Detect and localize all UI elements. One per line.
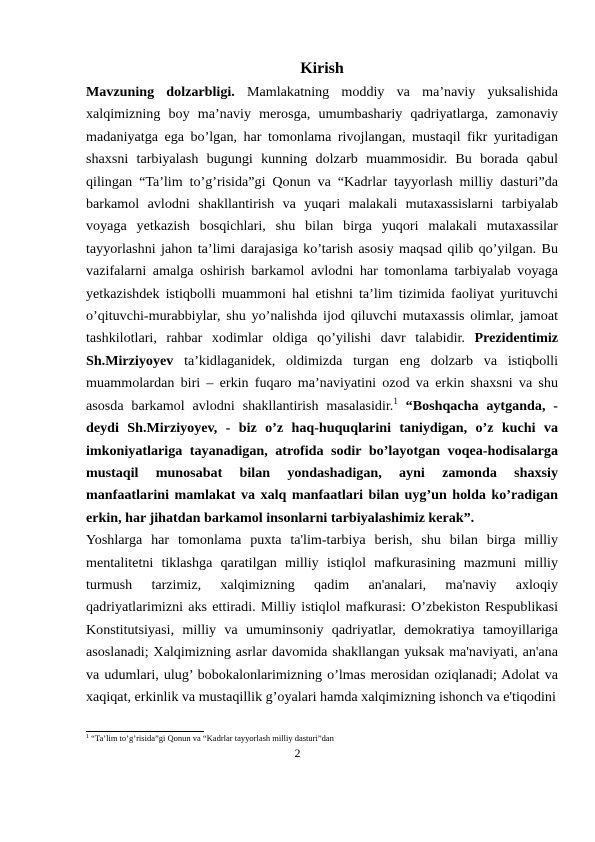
president-quote: “Boshqacha aytganda, - deydi Sh.Mirziyoyev, - biz o’z haq-huquqlarini taniydigan, o’z kuchi va imkoniyatlariga tayanadigan, atrofida sodir bo’layotgan voqea-hodisalarga mustaqil munosabat bilan yondashadigan, ayni zamonda shaxsiy manfaatlarini mamlakat va xalq manfaatlari bilan uyg’un holda ko’radigan erkin, har jihatdan barkamol insonlarni tarbiyalashimiz kerak”. [86, 397, 558, 526]
paragraph-intro [86, 81, 558, 529]
page-number: 2 [294, 746, 301, 760]
intro-text: Mamlakatning moddiy va ma’naviy yuksalishida xalqimizning boy ma’naviy merosga, umumbashariy qadriyatlarga, zamonaviy madaniyatga ega bo’lgan, har tomonlama rivojlangan, mustaqil fikr yuritadigan shaxsni tarbiyalash bugungi kunning dolzarb muammosidir. Bu borada qabul qilingan “Ta’lim to’g’risida”gi Qonun va “Kadrlar tayyorlash milliy dasturi”da barkamol avlodni shakllantirish va yuqari malakali mutaxassislarni tarbiyalab voyaga yetkazish bosqichlari, shu bilan birga yuqori malakali mutaxassilar tayyorlashni jahon ta’limi darajasiga ko’tarish asosiy maqsad qilib qo’yilgan. Bu vazifalarni amalga oshirish barkamol avlodni har tomonlama tarbiyalab voyaga yetkazishdek istiqbolli muammoni hal etishni ta’lim tizimida faoliyat yurituvchi o’qituvchi-murabbiylar, shu yo’nalishda ijod qiluvchi mutaxassis olimlar, jamoat tashkilotlari, rahbar xodimlar oldiga qo’yilishi davr talabidir. [86, 84, 558, 347]
footnote-number: 1 [86, 734, 89, 740]
intro-text-continued: ta’kidlaganidek, oldimizda turgan eng dolzarb va istiqbolli muammolardan biri – erkin fuqaro ma’naviyatini ozod va erkin shaxsni va shu asosda barkamol avlodni shakllantirish masalasidir. [86, 352, 558, 414]
footnote [86, 733, 558, 744]
footnote-text: “Ta’lim to’g’risida”gi Qonun va “Kadrlar tayyorlash milliy dasturi”dan [89, 733, 334, 743]
document-page [86, 58, 558, 708]
lead-heading: Mavzuning dolzarbligi. [86, 84, 235, 100]
footnote-divider [86, 731, 204, 732]
page-title: Kirish [300, 60, 344, 77]
paragraph-ideology: Yoshlarga har tomonlama puxta ta'lim-tarbiya berish, shu bilan birga milliy mentalitetni tiklashga qaratilgan milliy istiqlol mafkurasining mazmuni milliy turmush tarzimiz, xalqimizning qadim an'analari, ma'naviy axloqiy qadriyatlarimizni aks ettiradi. Milliy istiqlol mafkurasi: O’zbekiston Respublikasi Konstitutsiyasi, milliy va umuminsoniy qadriyatlar, demokratiya tamoyillariga asoslanadi; Xalqimizning asrlar davomida shakllangan yuksak ma'naviyati, an'ana va udumlari, ulug’ bobokalonlarimizning o’lmas merosidan oziqlanadi; Adolat va xaqiqat, erkinlik va mustaqillik g’oyalari hamda xalqimizning ishonch va e'tiqodini [86, 532, 558, 705]
footnote-ref: 1 [393, 395, 398, 406]
president-name: Prezidentimiz Sh.Mirziyoyev [86, 330, 558, 369]
